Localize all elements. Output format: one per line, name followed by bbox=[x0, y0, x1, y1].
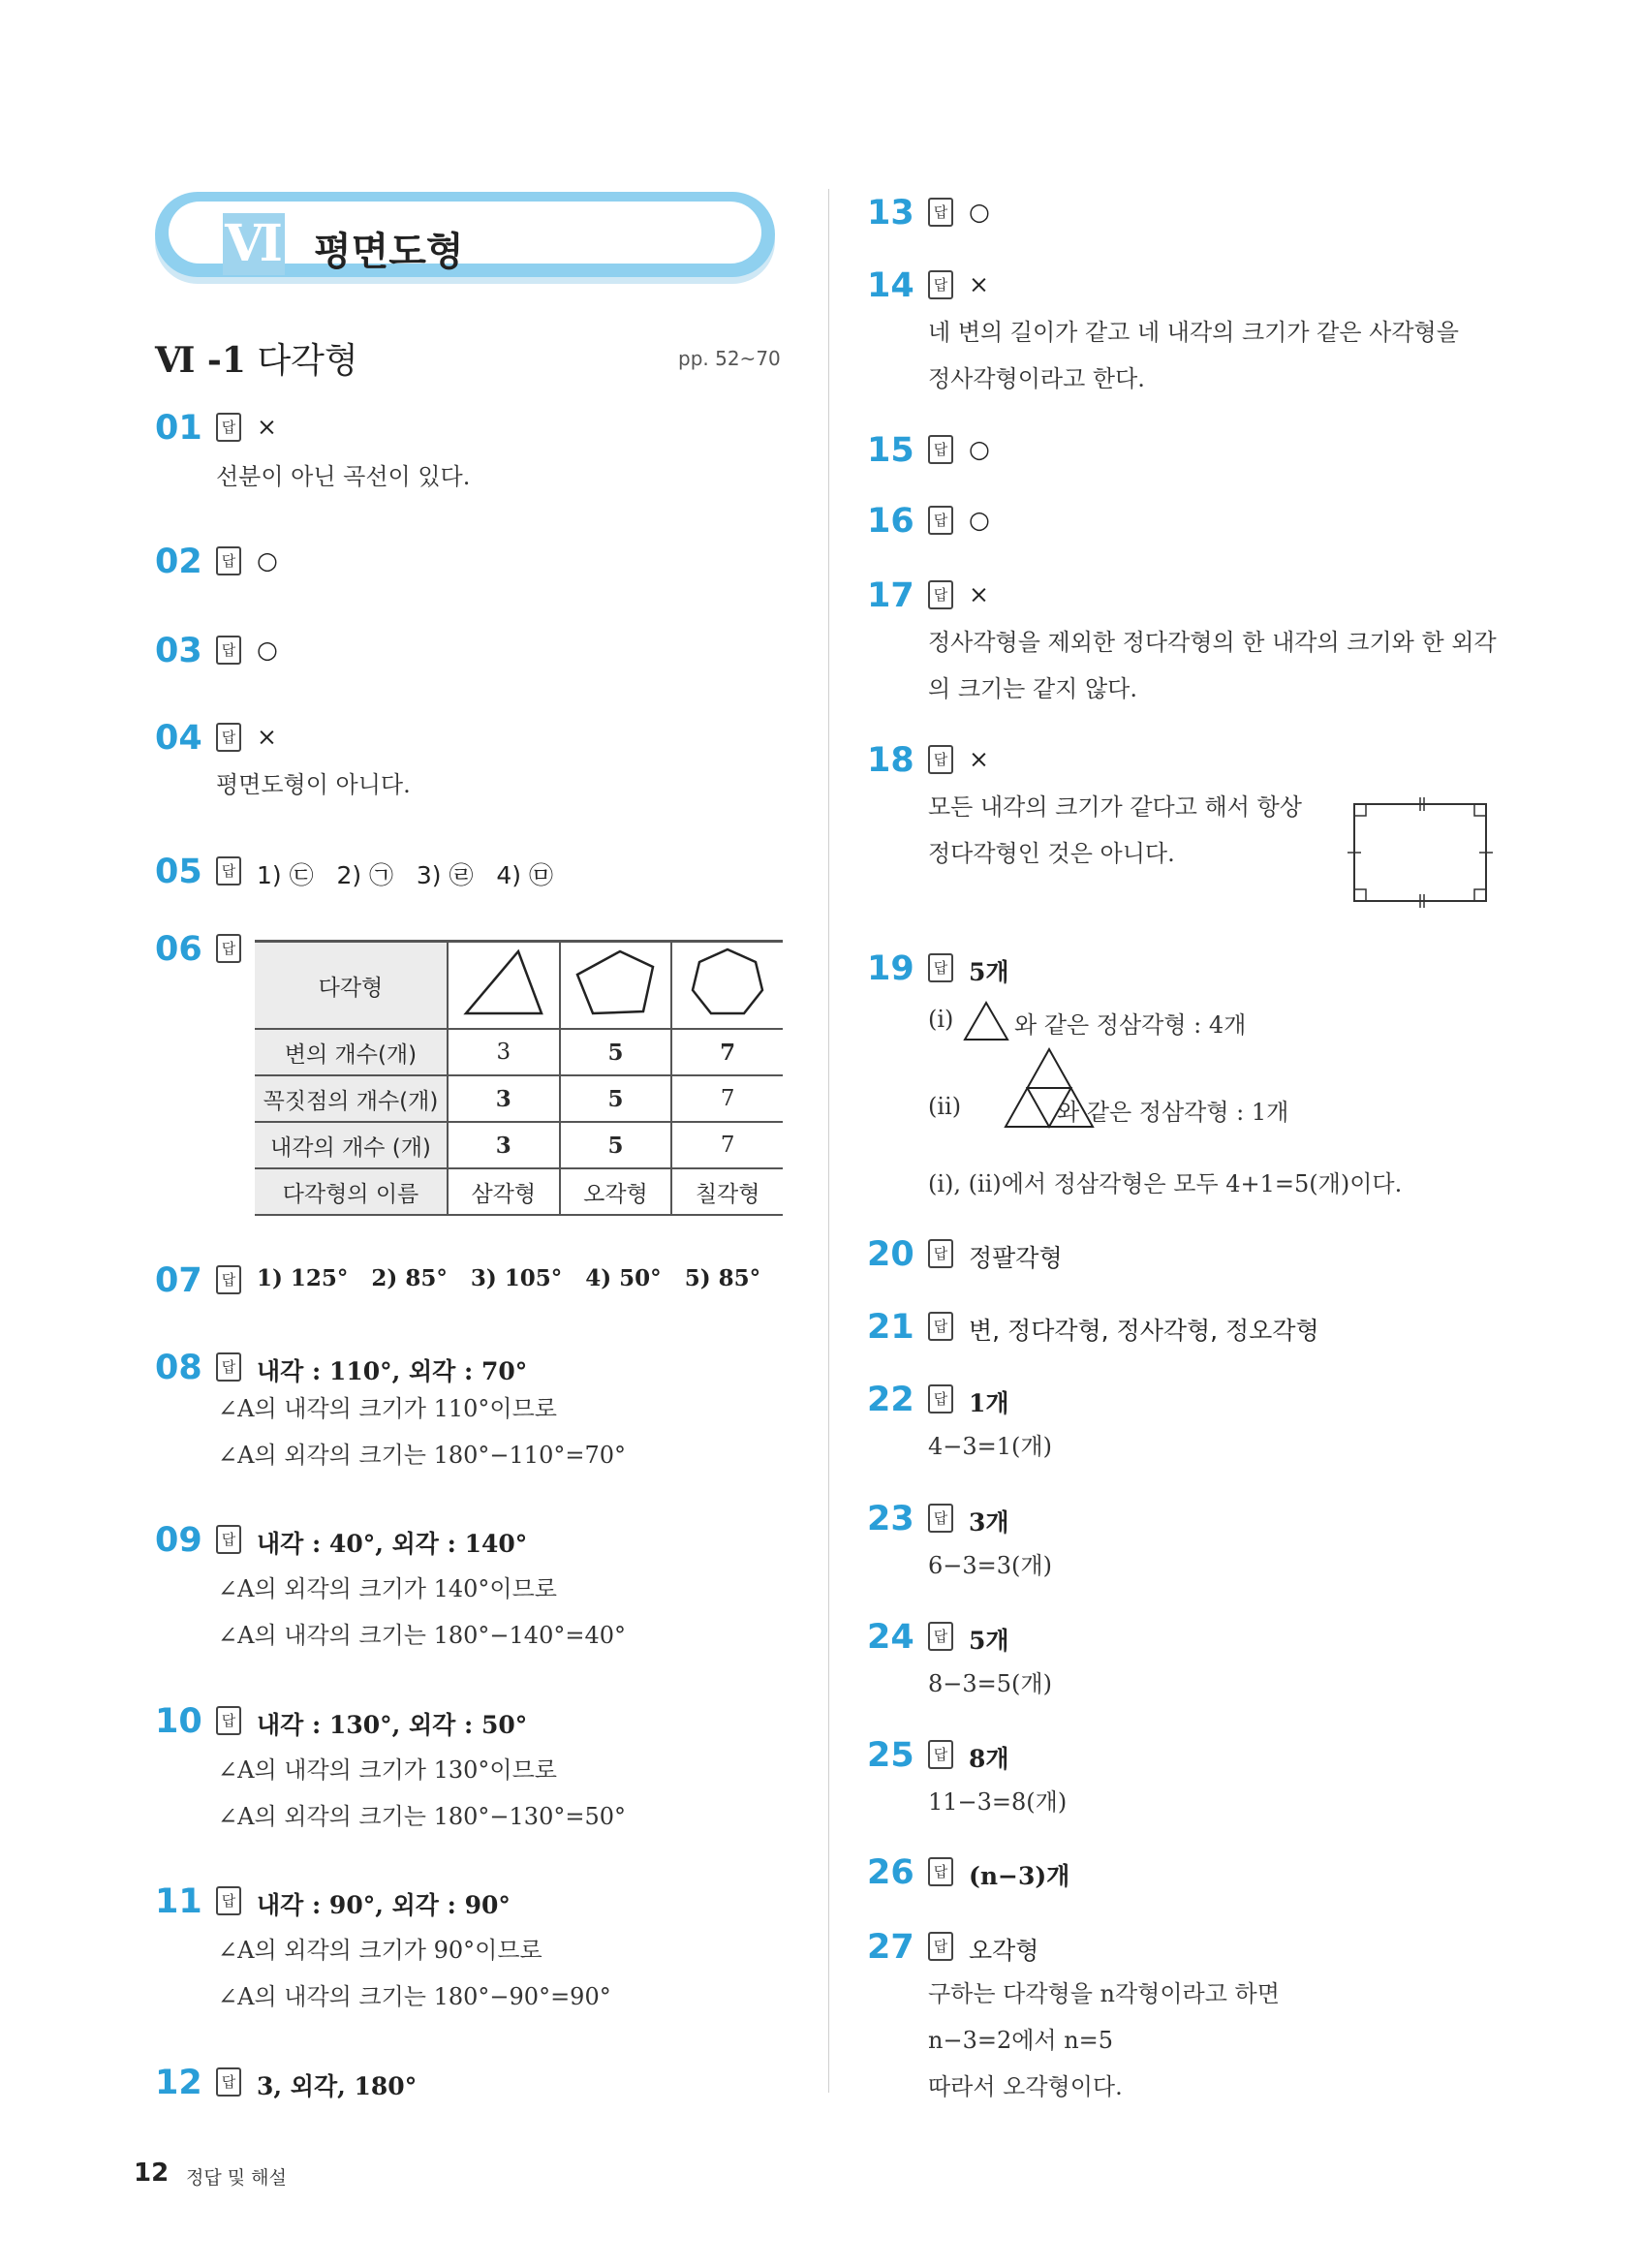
explanation-line: 11−3=8(개) bbox=[928, 1788, 1068, 1816]
answer-mark: 답 bbox=[216, 856, 241, 885]
triangle-shape bbox=[448, 942, 560, 1030]
explanation-line: (ⅰ) bbox=[928, 1006, 954, 1033]
answer-mark: 답 bbox=[928, 953, 953, 982]
question-number: 05 bbox=[155, 853, 202, 891]
answer-mark: 답 bbox=[216, 1886, 241, 1915]
answer-text: ○ bbox=[257, 636, 278, 664]
rectangle-figure bbox=[1342, 792, 1497, 909]
explanation-line: 모든 내각의 크기가 같다고 해서 항상 bbox=[928, 793, 1302, 821]
section-number: Ⅵ -1 bbox=[155, 340, 246, 381]
table-cell: 7 bbox=[671, 1122, 783, 1168]
question-number: 09 bbox=[155, 1521, 202, 1560]
table-cell: 3 bbox=[448, 1122, 560, 1168]
question-number: 16 bbox=[867, 502, 914, 541]
answer-mark: 답 bbox=[928, 1312, 953, 1341]
answer-text: 내각 : 90°, 외각 : 90° bbox=[257, 1891, 511, 1919]
row-label: 변의 개수(개) bbox=[255, 1029, 448, 1075]
row-label: 내각의 개수 (개) bbox=[255, 1122, 448, 1168]
explanation-line: ∠A의 내각의 크기가 130°이므로 bbox=[218, 1756, 557, 1784]
answer-text: × bbox=[257, 723, 277, 751]
table-cell: 3 bbox=[448, 1075, 560, 1122]
question-number: 13 bbox=[867, 194, 914, 233]
pentagon-shape bbox=[560, 942, 672, 1030]
question-number: 27 bbox=[867, 1928, 914, 1967]
answer-text: ○ bbox=[969, 506, 990, 534]
explanation-line: 와 같은 정삼각형 : 1개 bbox=[1057, 1099, 1289, 1126]
answer-mark: 답 bbox=[216, 934, 241, 963]
answer-text: × bbox=[969, 270, 989, 298]
question-number: 08 bbox=[155, 1349, 202, 1387]
table-header: 다각형 bbox=[255, 942, 448, 1030]
question-number: 11 bbox=[155, 1882, 202, 1921]
footer-title: 정답 및 해설 bbox=[186, 2167, 287, 2189]
explanation-line: n−3=2에서 n=5 bbox=[928, 2027, 1114, 2054]
question-number: 12 bbox=[155, 2064, 202, 2102]
table-row bbox=[255, 1075, 783, 1122]
table-row bbox=[255, 1168, 783, 1215]
answer-text: 1개 bbox=[969, 1389, 1009, 1417]
question-number: 15 bbox=[867, 431, 914, 470]
answer-text: 1) ㉢ 2) ㉠ 3) ㉣ 4) ㉤ bbox=[257, 861, 553, 889]
answer-mark: 답 bbox=[928, 580, 953, 609]
answer-mark: 답 bbox=[216, 1265, 241, 1294]
answer-text: 8개 bbox=[969, 1745, 1009, 1773]
question-number: 01 bbox=[155, 409, 202, 448]
answer-text: × bbox=[257, 413, 277, 441]
explanation-line: ∠A의 외각의 크기가 140°이므로 bbox=[218, 1575, 557, 1602]
answer-text: 변, 정다각형, 정사각형, 정오각형 bbox=[969, 1317, 1319, 1345]
question-number: 24 bbox=[867, 1618, 914, 1657]
answer-text: × bbox=[969, 580, 989, 608]
explanation-line: 정사각형이라고 한다. bbox=[928, 365, 1145, 392]
table-cell: 5 bbox=[560, 1122, 672, 1168]
explanation-line: ∠A의 외각의 크기가 90°이므로 bbox=[218, 1937, 542, 1964]
explanation-line: 따라서 오각형이다. bbox=[928, 2073, 1123, 2100]
table-row bbox=[255, 1122, 783, 1168]
answer-text: (n−3)개 bbox=[969, 1862, 1070, 1890]
chapter-title: 평면도형 bbox=[314, 230, 464, 274]
answer-text: 1) 125° 2) 85° 3) 105° 4) 50° 5) 85° bbox=[257, 1265, 761, 1291]
question-number: 06 bbox=[155, 930, 202, 969]
answer-mark: 답 bbox=[928, 198, 953, 227]
explanation-line: 정다각형인 것은 아니다. bbox=[928, 840, 1175, 867]
question-number: 04 bbox=[155, 719, 202, 758]
question-number: 25 bbox=[867, 1736, 914, 1775]
chapter-numeral: Ⅵ bbox=[223, 213, 285, 275]
answer-mark: 답 bbox=[928, 1857, 953, 1886]
explanation-line: 정사각형을 제외한 정다각형의 한 내각의 크기와 한 외각 bbox=[928, 629, 1497, 656]
answer-mark: 답 bbox=[216, 413, 241, 442]
explanation-line: 구하는 다각형을 n각형이라고 하면 bbox=[928, 1980, 1280, 2007]
answer-mark: 답 bbox=[928, 1384, 953, 1414]
row-label: 다각형의 이름 bbox=[255, 1168, 448, 1215]
chapter-banner bbox=[155, 192, 775, 277]
explanation-line: 네 변의 길이가 같고 네 내각의 크기가 같은 사각형을 bbox=[928, 319, 1459, 346]
question-number: 07 bbox=[155, 1261, 202, 1300]
answer-text: 5개 bbox=[969, 1627, 1009, 1655]
question-number: 20 bbox=[867, 1235, 914, 1274]
explanation-line: ∠A의 내각의 크기가 110°이므로 bbox=[218, 1395, 557, 1422]
answer-text: 내각 : 110°, 외각 : 70° bbox=[257, 1357, 528, 1385]
question-number: 18 bbox=[867, 741, 914, 780]
explanation-line: 와 같은 정삼각형 : 4개 bbox=[1014, 1011, 1247, 1039]
answer-mark: 답 bbox=[216, 636, 241, 665]
explanation-line: 평면도형이 아니다. bbox=[216, 771, 411, 798]
answer-text: 5개 bbox=[969, 958, 1009, 986]
answer-mark: 답 bbox=[216, 2067, 241, 2097]
answer-mark: 답 bbox=[216, 1525, 241, 1554]
answer-mark: 답 bbox=[216, 723, 241, 752]
row-label: 꼭짓점의 개수(개) bbox=[255, 1075, 448, 1122]
section-title bbox=[155, 333, 358, 383]
answer-text: 정팔각형 bbox=[969, 1244, 1063, 1272]
explanation-line: 6−3=3(개) bbox=[928, 1552, 1052, 1579]
answer-mark: 답 bbox=[216, 1706, 241, 1735]
table-cell: 7 bbox=[671, 1029, 783, 1075]
explanation-line: ∠A의 내각의 크기는 180°−90°=90° bbox=[218, 1983, 611, 2010]
answer-mark: 답 bbox=[928, 270, 953, 299]
question-number: 03 bbox=[155, 632, 202, 670]
answer-mark: 답 bbox=[928, 1504, 953, 1533]
question-number: 02 bbox=[155, 543, 202, 581]
question-number: 17 bbox=[867, 576, 914, 615]
answer-mark: 답 bbox=[928, 1239, 953, 1268]
question-number: 19 bbox=[867, 949, 914, 988]
question-number: 22 bbox=[867, 1381, 914, 1419]
answer-text: ○ bbox=[969, 435, 990, 463]
table-cell: 5 bbox=[560, 1075, 672, 1122]
answer-mark: 답 bbox=[928, 1622, 953, 1651]
section-name: 다각형 bbox=[257, 341, 358, 381]
question-number: 14 bbox=[867, 266, 914, 305]
page-range: pp. 52~70 bbox=[678, 347, 781, 370]
explanation-line: 8−3=5(개) bbox=[928, 1670, 1052, 1697]
small-triangle-figure bbox=[962, 1000, 1010, 1042]
answer-text: ○ bbox=[257, 546, 278, 575]
answer-mark: 답 bbox=[928, 1932, 953, 1961]
explanation-line: (ⅰ), (ⅱ)에서 정삼각형은 모두 4+1=5(개)이다. bbox=[928, 1170, 1403, 1197]
explanation-line: ∠A의 외각의 크기는 180°−110°=70° bbox=[218, 1442, 626, 1469]
explanation-line: ∠A의 내각의 크기는 180°−140°=40° bbox=[218, 1622, 626, 1649]
table-cell: 5 bbox=[560, 1029, 672, 1075]
answer-mark: 답 bbox=[928, 745, 953, 774]
explanation-line: ∠A의 외각의 크기는 180°−130°=50° bbox=[218, 1803, 626, 1830]
table-cell: 칠각형 bbox=[671, 1168, 783, 1215]
explanation-line: 4−3=1(개) bbox=[928, 1433, 1052, 1460]
question-number: 21 bbox=[867, 1308, 914, 1347]
question-number: 26 bbox=[867, 1853, 914, 1892]
answer-mark: 답 bbox=[216, 546, 241, 575]
answer-text: 오각형 bbox=[969, 1937, 1039, 1965]
explanation-line: 의 크기는 같지 않다. bbox=[928, 675, 1137, 702]
table-cell: 오각형 bbox=[560, 1168, 672, 1215]
answer-mark: 답 bbox=[216, 1352, 241, 1382]
explanation-line: (ⅱ) bbox=[928, 1093, 962, 1120]
table-cell: 3 bbox=[448, 1029, 560, 1075]
question-number: 10 bbox=[155, 1702, 202, 1741]
answer-text: 내각 : 40°, 외각 : 140° bbox=[257, 1530, 528, 1558]
page-number: 12 bbox=[134, 2159, 170, 2188]
heptagon-shape bbox=[671, 942, 783, 1030]
answer-text: 3, 외각, 180° bbox=[257, 2072, 418, 2100]
question-number: 23 bbox=[867, 1500, 914, 1538]
answer-text: × bbox=[969, 745, 989, 773]
column-divider bbox=[828, 189, 829, 2093]
table-cell: 삼각형 bbox=[448, 1168, 560, 1215]
table-cell: 7 bbox=[671, 1075, 783, 1122]
answer-text: 3개 bbox=[969, 1508, 1009, 1537]
answer-mark: 답 bbox=[928, 435, 953, 464]
table-row bbox=[255, 1029, 783, 1075]
explanation-line: 선분이 아닌 곡선이 있다. bbox=[216, 463, 471, 490]
polygon-table bbox=[255, 940, 783, 1216]
answer-mark: 답 bbox=[928, 506, 953, 535]
answer-mark: 답 bbox=[928, 1740, 953, 1769]
answer-text: ○ bbox=[969, 198, 990, 226]
answer-text: 내각 : 130°, 외각 : 50° bbox=[257, 1711, 528, 1739]
